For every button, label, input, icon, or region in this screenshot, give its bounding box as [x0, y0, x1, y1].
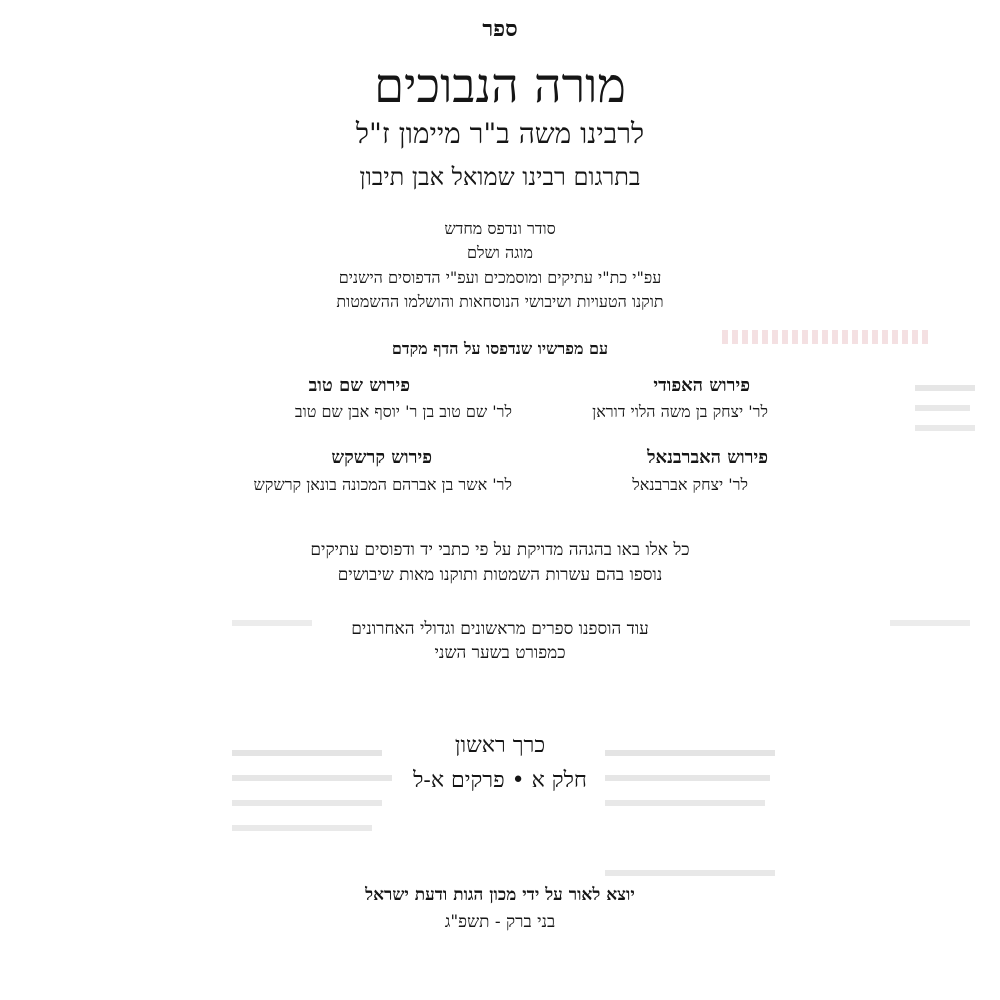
commentary-name-shem-tov: פירוש שם טוב	[308, 375, 410, 396]
edition-line-1: סודר ונדפס מחדש	[444, 219, 556, 238]
notes-line-4: כמפורט בשער השני	[434, 643, 566, 663]
commentary-author-efodi: לר' יצחק בן משה הלוי דוראן	[592, 402, 768, 421]
commentary-author-crescas: לר' אשר בן אברהם המכונה בונאן קרשקש	[253, 475, 512, 494]
edition-line-2: מוגה ושלם	[466, 243, 534, 262]
commentary-name-efodi: פירוש האפודי	[653, 375, 750, 396]
edition-line-4: תוקנו הטעויות ושיבושי הנוסחאות והושלמו ההשמטות	[336, 292, 664, 311]
commentary-name-crescas: פירוש קרשקש	[331, 447, 432, 468]
notes-line-2: נוספו בהם עשרות השמטות ותוקנו מאות שיבושים	[337, 565, 663, 585]
publisher-line-1: יוצא לאור על ידי מכון הגות ודעת ישראל	[365, 885, 635, 905]
commentaries-intro: עם מפרשיו שנדפסו על הדף מקדם	[391, 339, 609, 358]
volume-line-1: כרך ראשון	[454, 733, 546, 758]
notes-line-1: כל אלו באו בהגהה מדויקת על פי כתבי יד ודפוסים עתיקים	[310, 540, 690, 560]
commentary-name-abarbanel: פירוש האברבנאל	[647, 447, 768, 468]
book-title: מורה הנבוכים	[374, 58, 626, 114]
notes-line-3: עוד הוספנו ספרים מראשונים וגדולי האחרונים	[351, 619, 649, 639]
publisher-line-2: בני ברק - תשפ"ג	[444, 912, 556, 932]
commentary-author-abarbanel: לר' יצחק אברבנאל	[632, 475, 748, 494]
edition-line-3: עפ"י כת"י עתיקים ומוסמכים ועפ"י הדפוסים הישנים	[338, 268, 662, 287]
commentary-author-shem-tov: לר' שם טוב בן ר' יוסף אבן שם טוב	[294, 402, 512, 421]
author-line: לרבינו משה ב"ר מיימון ז"ל	[355, 117, 645, 150]
volume-line-2: חלק א • פרקים א-ל	[413, 768, 587, 793]
translator-line: בתרגום רבינו שמואל אבן תיבון	[359, 163, 641, 191]
title-pre: ספר	[482, 16, 518, 42]
